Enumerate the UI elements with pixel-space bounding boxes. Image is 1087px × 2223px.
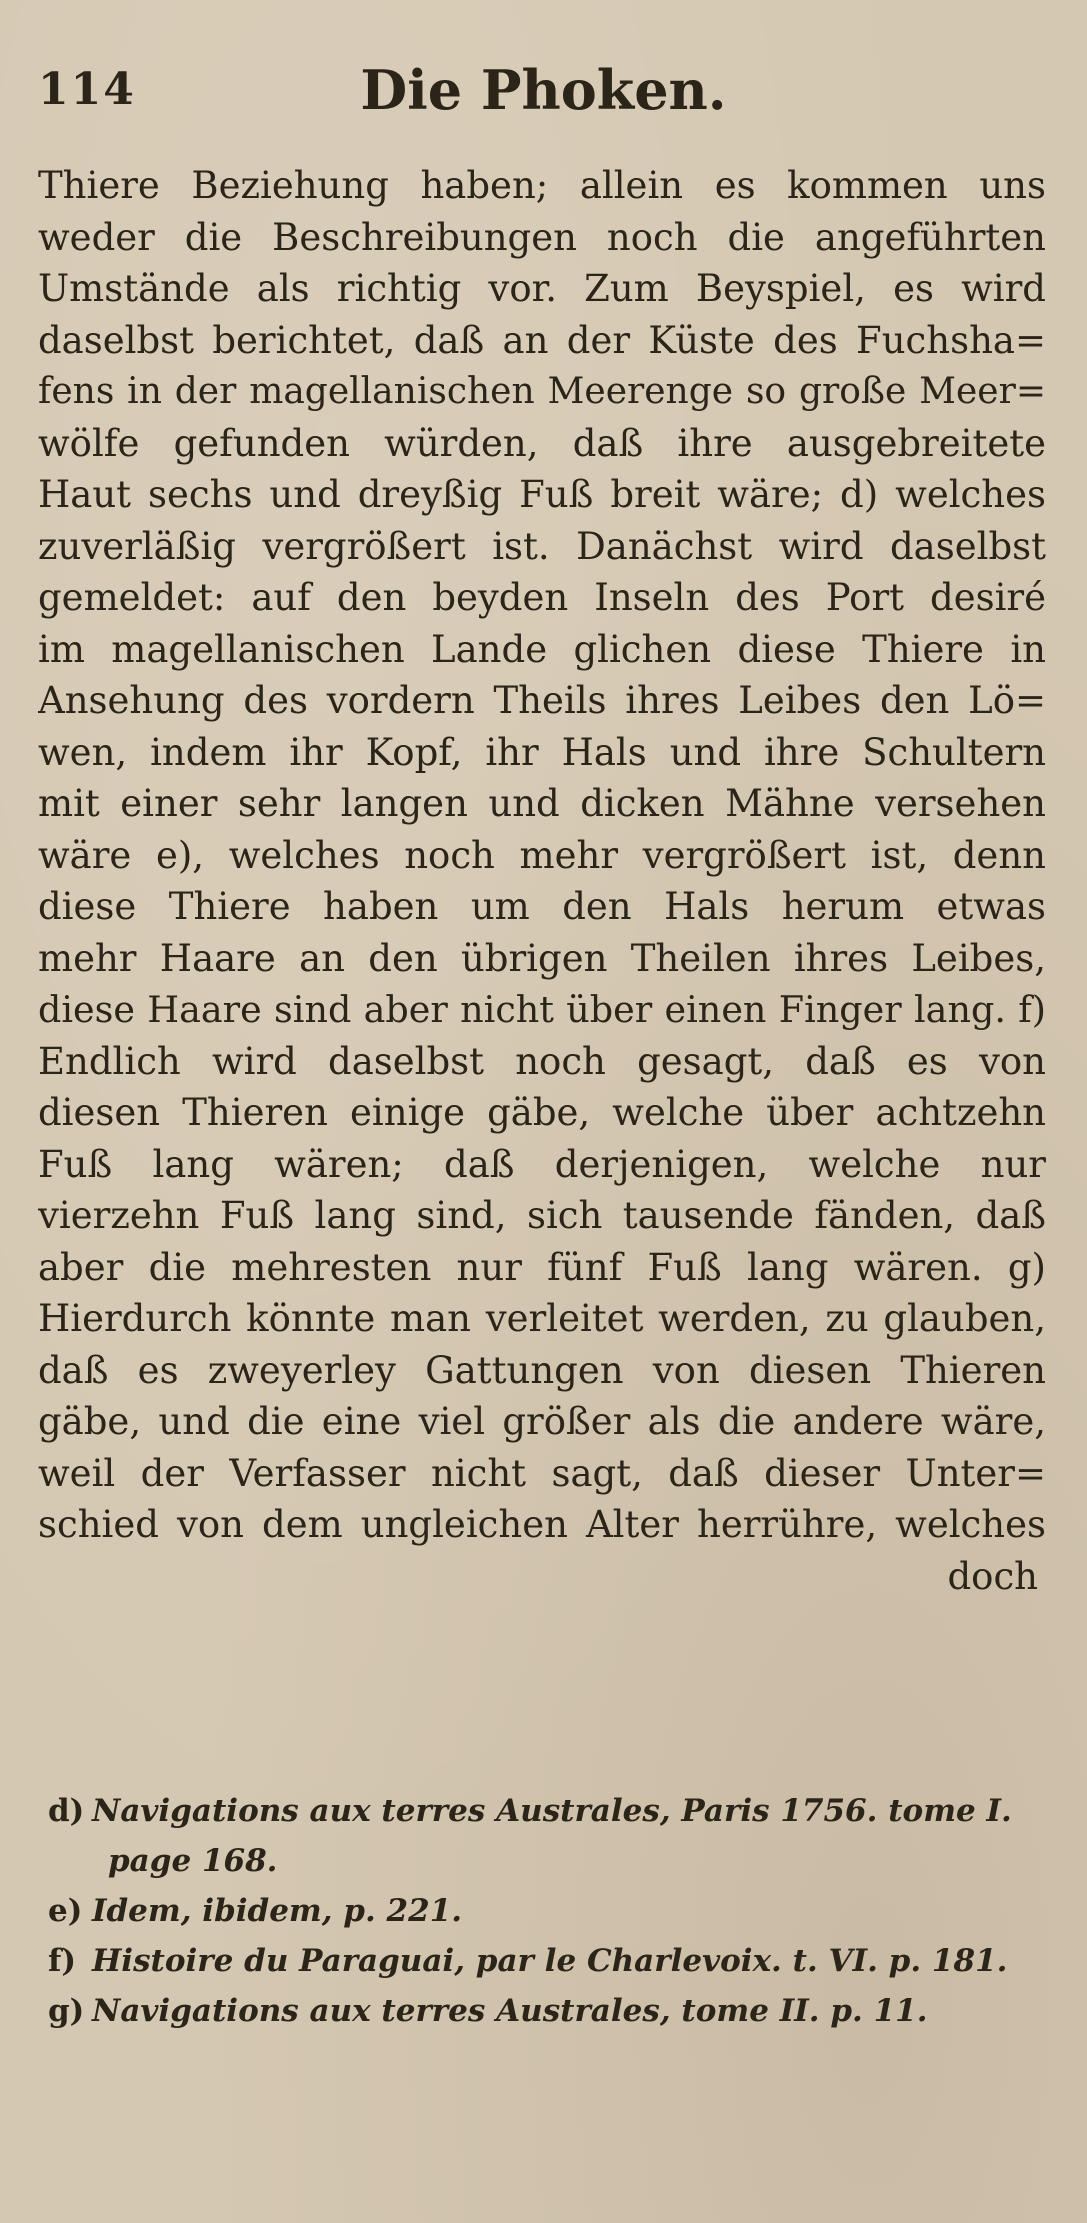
footnote-text: Navigations aux terres Australes, tome II. p. 11. [92,1993,928,2029]
footnote-text: Navigations aux terres Australes, Paris 1756. tome I. [92,1793,1012,1829]
footnote-g [48,1986,1048,2036]
text-line: Umstände als richtig vor. Zum Beyspiel, es wird [38,267,1046,310]
footnote-marker: g) [48,1993,85,2029]
text-line: gäbe, und die eine viel größer als die andere wäre, [38,1400,1046,1443]
text-line: Endlich wird daselbst noch gesagt, daß es von [38,1039,1046,1083]
text-line: zuverläßig vergrößert ist. Danächst wird daselbst [38,524,1046,568]
footnote-d-continuation: page 168. [108,1843,278,1879]
footnote-marker: e) [48,1893,83,1929]
text-line: weder die Beschreibungen noch die angeführten [38,215,1046,259]
footnote-text: Idem, ibidem, p. 221. [92,1893,463,1929]
text-line: weil der Verfasser nicht sagt, daß dieser Unter= [38,1451,1046,1495]
text-line: mit einer sehr langen und dicken Mähne versehen [38,782,1046,825]
page-number: 114 [38,64,136,115]
footnote-e [48,1886,1048,1936]
text-line: Hierdurch könnte man verleitet werden, zu glauben, [38,1297,1046,1340]
running-title: Die Phoken. [360,58,727,122]
text-line: wen, indem ihr Kopf, ihr Hals und ihre Schultern [38,730,1046,774]
text-line: schied von dem ungleichen Alter herrühre, welches [38,1503,1046,1546]
footnote-marker: d) [48,1793,85,1829]
text-line: vierzehn Fuß lang sind, sich tausende fänden, daß [38,1194,1046,1237]
text-line: diesen Thieren einige gäbe, welche über achtzehn [38,1091,1046,1134]
footnote-marker: f) [48,1943,77,1979]
text-line: wölfe gefunden würden, daß ihre ausgebreitete [38,421,1046,465]
catchword: doch [947,1554,1038,1598]
footnote-f [48,1936,1048,1986]
text-line: gemeldet: auf den beyden Inseln des Port desiré [38,576,1046,619]
text-line: diese Thiere haben um den Hals herum etwas [38,885,1046,928]
text-line: Ansehung des vordern Theils ihres Leibes den Lö= [38,679,1046,722]
text-line: Thiere Beziehung haben; allein es kommen uns [38,164,1046,207]
text-line: Haut sechs und dreyßig Fuß breit wäre; d) welches [38,473,1046,516]
page-header [38,44,1049,124]
text-line: daselbst berichtet, daß an der Küste des Fuchsha= [38,318,1046,362]
footnotes [48,1786,1048,2036]
footnote-text: Histoire du Paraguai, par le Charlevoix. t. VI. p. 181. [92,1943,1008,1979]
text-line: daß es zweyerley Gattungen von diesen Thieren [38,1348,1046,1392]
text-line: wäre e), welches noch mehr vergrößert ist, denn [38,833,1046,877]
text-line: im magellanischen Lande glichen diese Thiere in [38,627,1046,671]
footnote-d [48,1786,1048,1836]
text-line: fens in der magellanischen Meerenge so große Meer= [38,371,1046,412]
text-line: mehr Haare an den übrigen Theilen ihres Leibes, [38,936,1046,980]
text-line: aber die mehresten nur fünf Fuß lang wären. g) [38,1245,1046,1289]
text-line: Fuß lang wären; daß derjenigen, welche nur [38,1142,1046,1186]
body-text [38,160,1046,1602]
text-line: diese Haare sind aber nicht über einen Finger lang. f) [38,988,1046,1031]
